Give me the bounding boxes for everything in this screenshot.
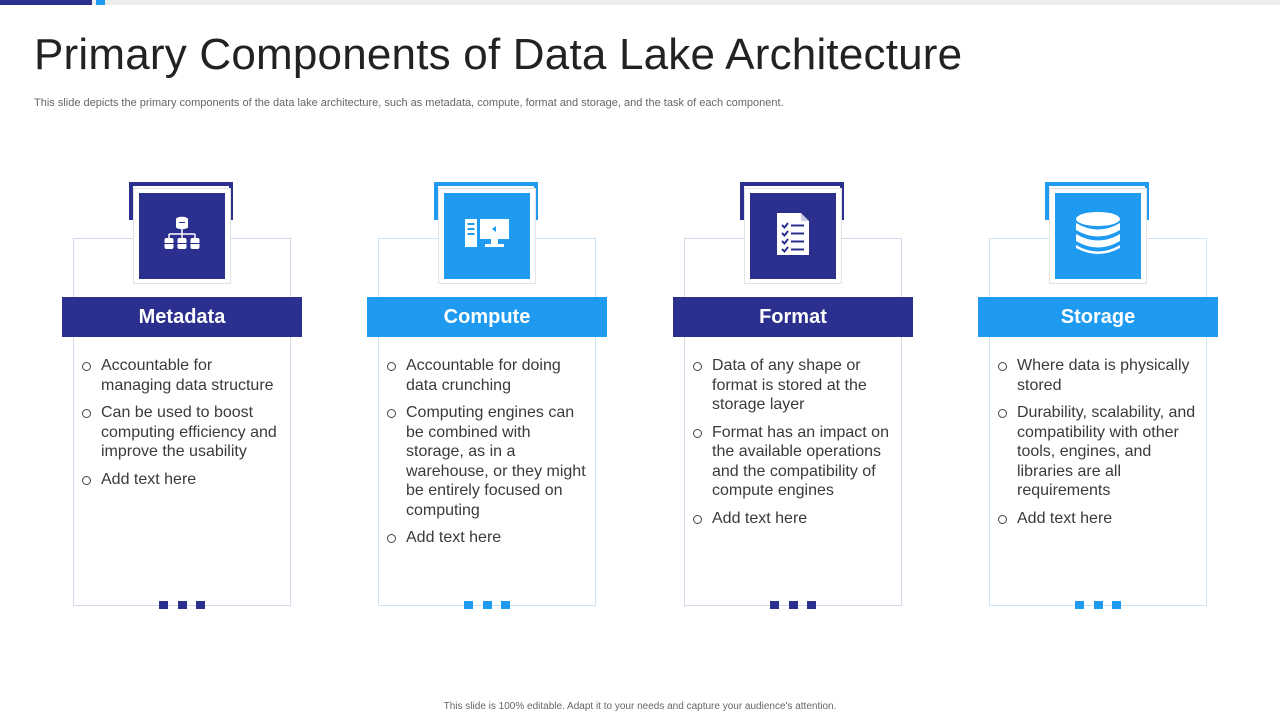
list-item-text: Add text here — [1017, 509, 1113, 527]
icon-box — [1049, 188, 1147, 284]
list-item — [387, 528, 587, 548]
list-item — [387, 403, 587, 520]
icon-tile — [750, 193, 836, 279]
list-item — [693, 509, 893, 529]
list-item-text: Add text here — [101, 470, 197, 488]
card-header: Metadata — [62, 297, 302, 337]
circle-bullet-icon — [82, 476, 91, 485]
decorative-dots — [770, 601, 816, 609]
list-item — [998, 509, 1198, 529]
list-item — [82, 403, 282, 462]
computer-icon — [464, 216, 510, 257]
card-header: Compute — [367, 297, 607, 337]
icon-box — [133, 188, 231, 284]
bullet-list — [998, 356, 1198, 536]
icon-tile — [1055, 193, 1141, 279]
list-item-text: Computing engines can be combined with storage, as in a warehouse, or they might be entirely focused on computing — [406, 404, 586, 519]
list-item-text: Data of any shape or format is stored at the storage layer — [712, 357, 867, 413]
list-item — [82, 470, 282, 490]
decorative-dots — [464, 601, 510, 609]
card-metadata — [62, 182, 302, 612]
list-item-text: Accountable for doing data crunching — [406, 357, 561, 394]
list-item-text: Can be used to boost computing efficiency and improve the usability — [101, 404, 277, 460]
bullet-list — [693, 356, 893, 536]
decorative-dots — [1075, 601, 1121, 609]
circle-bullet-icon — [693, 515, 702, 524]
icon-box — [438, 188, 536, 284]
card-format — [673, 182, 913, 612]
list-item — [387, 356, 587, 395]
checklist-document-icon — [775, 212, 811, 261]
circle-bullet-icon — [82, 409, 91, 418]
circle-bullet-icon — [387, 362, 396, 371]
icon-box — [744, 188, 842, 284]
database-hierarchy-icon — [162, 214, 202, 259]
top-accent-light — [96, 0, 105, 5]
top-accent-dark — [0, 0, 92, 5]
card-header: Format — [673, 297, 913, 337]
decorative-dots — [159, 601, 205, 609]
circle-bullet-icon — [998, 515, 1007, 524]
list-item-text: Format has an impact on the available operations and the compatibility of compute engines — [712, 423, 889, 499]
top-accent-bar — [0, 0, 1280, 5]
database-icon — [1074, 210, 1122, 263]
list-item — [82, 356, 282, 395]
circle-bullet-icon — [998, 362, 1007, 371]
circle-bullet-icon — [998, 409, 1007, 418]
list-item-text: Durability, scalability, and compatibility with other tools, engines, and libraries are all requirements — [1017, 404, 1196, 499]
list-item-text: Where data is physically stored — [1017, 357, 1190, 394]
list-item — [998, 403, 1198, 501]
list-item — [693, 356, 893, 415]
list-item — [998, 356, 1198, 395]
list-item — [693, 423, 893, 501]
list-item-text: Accountable for managing data structure — [101, 357, 274, 394]
list-item-text: Add text here — [406, 529, 502, 546]
page-title: Primary Components of Data Lake Architecture — [34, 30, 963, 79]
circle-bullet-icon — [693, 429, 702, 438]
page-subtitle: This slide depicts the primary components of the data lake architecture, such as metadata, compute, format and storage, and the task of each component. — [34, 97, 784, 109]
card-storage — [978, 182, 1218, 612]
circle-bullet-icon — [82, 362, 91, 371]
icon-tile — [444, 193, 530, 279]
circle-bullet-icon — [387, 409, 396, 418]
bullet-list — [82, 356, 282, 497]
circle-bullet-icon — [387, 534, 396, 543]
bullet-list — [387, 356, 587, 556]
list-item-text: Add text here — [712, 509, 808, 527]
card-compute — [367, 182, 607, 612]
card-header: Storage — [978, 297, 1218, 337]
circle-bullet-icon — [693, 362, 702, 371]
footer-note: This slide is 100% editable. Adapt it to your needs and capture your audience's attention. — [443, 701, 837, 712]
icon-tile — [139, 193, 225, 279]
